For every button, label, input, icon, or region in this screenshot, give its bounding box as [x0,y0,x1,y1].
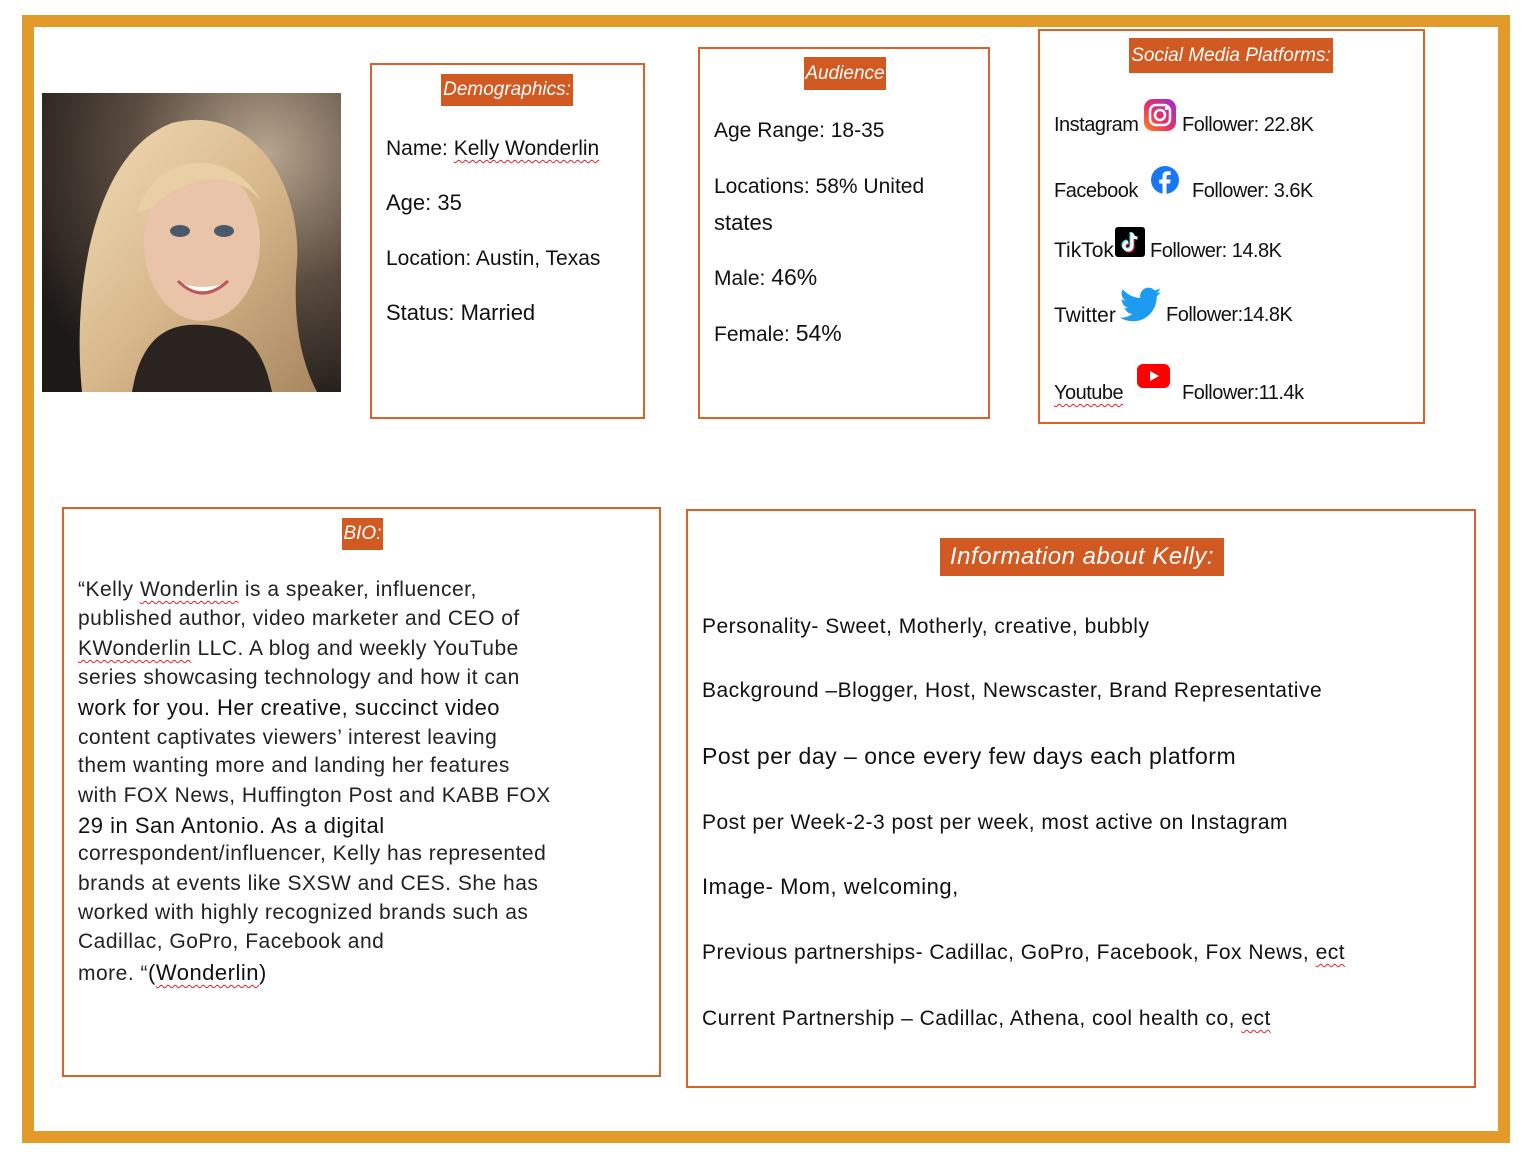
bio-line: more. “(Wonderlin) [78,960,267,985]
demographics-name [386,137,599,161]
audience-locations-cont: states [714,210,773,235]
bio-line: with FOX News, Huffington Post and KABB FOX [78,784,551,807]
audience-female [714,320,842,347]
info-background: Background –Blogger, Host, Newscaster, Brand Representative [702,679,1323,702]
instagram-label: Instagram [1054,114,1139,136]
instagram-followers: Follower: 22.8K [1182,114,1314,136]
tiktok-icon [1115,227,1145,257]
bio-line: “Kelly Wonderlin is a speaker, influencer, [78,578,477,601]
youtube-followers: Follower:11.4k [1182,382,1304,404]
female-value: 54% [795,320,842,346]
twitter-icon [1120,287,1162,323]
info-header: Information about Kelly: [940,538,1224,576]
bio-line: series showcasing technology and how it can [78,666,520,689]
demographics-card [370,63,645,419]
male-value: 46% [771,264,818,290]
info-image: Image- Mom, welcoming, [702,874,959,899]
info-post-per-day: Post per day – once every few days each platform [702,743,1237,769]
bio-line: worked with highly recognized brands such as [78,901,529,924]
bio-line: brands at events like SXSW and CES. She has [78,872,539,895]
social-header: Social Media Platforms: [1129,38,1333,73]
audience-locations: Locations: 58% United [714,175,925,198]
info-post-per-week: Post per Week-2-3 post per week, most active on Instagram [702,811,1289,834]
bio-header: BIO: [342,518,383,550]
demographics-age: Age: 35 [386,190,462,215]
bio-line: Cadillac, GoPro, Facebook and [78,930,385,953]
demographics-location: Location: Austin, Texas [386,247,601,270]
bio-line: content captivates viewers’ interest leaving [78,726,498,749]
info-card [686,509,1476,1088]
female-label: Female: [714,323,796,346]
tiktok-followers: Follower: 14.8K [1150,240,1282,262]
demographics-header: Demographics: [441,74,573,106]
audience-age-range: Age Range: 18-35 [714,119,885,142]
bio-line: work for you. Her creative, succinct video [78,695,501,720]
twitter-followers: Follower:14.8K [1166,304,1293,326]
facebook-icon [1150,165,1180,195]
facebook-label: Facebook [1054,180,1138,202]
instagram-icon [1143,98,1177,132]
bio-line: KWonderlin LLC. A blog and weekly YouTube [78,637,519,660]
profile-photo-art [42,93,341,392]
twitter-label: Twitter [1054,304,1116,327]
demographics-status: Status: Married [386,300,536,325]
facebook-followers: Follower: 3.6K [1192,180,1313,202]
youtube-icon [1137,364,1170,388]
male-label: Male: [714,267,772,290]
tiktok-label: TikTok [1054,239,1114,262]
name-value: Kelly Wonderlin [453,137,600,160]
youtube-label: Youtube [1054,382,1124,404]
bio-line: published author, video marketer and CEO of [78,607,520,630]
profile-photo [42,93,341,392]
audience-male [714,264,817,291]
info-personality: Personality- Sweet, Motherly, creative, bubbly [702,615,1150,638]
bio-line: 29 in San Antonio. As a digital [78,813,385,838]
bio-line: correspondent/influencer, Kelly has represented [78,842,547,865]
social-card [1038,29,1425,424]
bio-line: them wanting more and landing her features [78,754,510,777]
audience-header: Audience [804,57,886,90]
name-label: Name: [386,137,454,160]
info-previous-partnerships: Previous partnerships- Cadillac, GoPro, Facebook, Fox News, ect [702,941,1346,964]
info-current-partnership: Current Partnership – Cadillac, Athena, cool health co, ect [702,1007,1271,1030]
